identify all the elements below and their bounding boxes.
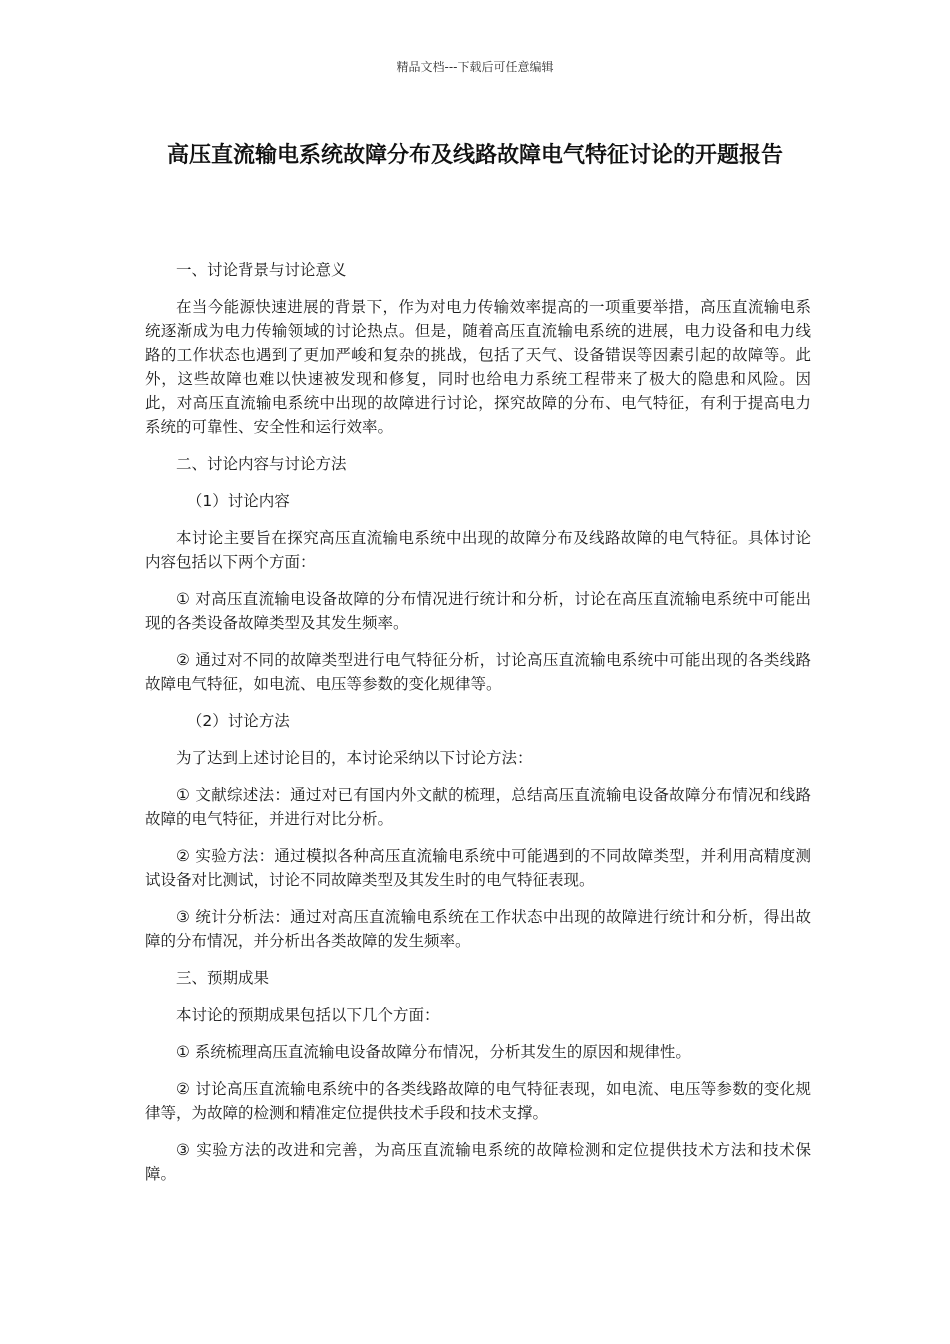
- document-body: [145, 258, 811, 1199]
- paragraph-content-intro: 本讨论主要旨在探究高压直流输电系统中出现的故障分布及线路故障的电气特征。具体讨论内容包括以下两个方面：: [145, 529, 811, 571]
- list-item-results-3: ③ 实验方法的改进和完善，为高压直流输电系统的故障检测和定位提供技术方法和技术保障。: [145, 1141, 811, 1183]
- paragraph-method-intro: 为了达到上述讨论目的，本讨论采纳以下讨论方法：: [176, 749, 533, 767]
- list-item-method-3: ③ 统计分析法：通过对高压直流输电系统在工作状态中出现的故障进行统计和分析，得出故障的分布情况，并分析出各类故障的发生频率。: [145, 908, 811, 950]
- section-heading-background: 一、讨论背景与讨论意义: [176, 261, 347, 279]
- list-item-results-2: ② 讨论高压直流输电系统中的各类线路故障的电气特征表现，如电流、电压等参数的变化规律等，为故障的检测和精准定位提供技术手段和技术支撑。: [145, 1080, 811, 1122]
- list-item-results-1: ① 系统梳理高压直流输电设备故障分布情况，分析其发生的原因和规律性。: [176, 1043, 691, 1061]
- header-note: 精品文档---下载后可任意编辑: [396, 60, 554, 74]
- list-item-content-1: ① 对高压直流输电设备故障的分布情况进行统计和分析，讨论在高压直流输电系统中可能出现的各类设备故障类型及其发生频率。: [145, 590, 811, 632]
- paragraph-results-intro: 本讨论的预期成果包括以下几个方面：: [176, 1006, 440, 1024]
- list-item-method-2: ② 实验方法：通过模拟各种高压直流输电系统中可能遇到的不同故障类型，并利用高精度测试设备对比测试，讨论不同故障类型及其发生时的电气特征表现。: [145, 847, 811, 889]
- document-title: 高压直流输电系统故障分布及线路故障电气特征讨论的开题报告: [166, 143, 783, 168]
- subheading-content: （1）讨论内容: [186, 492, 290, 510]
- list-item-method-1: ① 文献综述法：通过对已有国内外文献的梳理，总结高压直流输电设备故障分布情况和线路故障的电气特征，并进行对比分析。: [145, 786, 811, 828]
- paragraph-background: 在当今能源快速进展的背景下，作为对电力传输效率提高的一项重要举措，高压直流输电系统逐渐成为电力传输领域的讨论热点。但是，随着高压直流输电系统的进展，电力设备和电力线路的工作状态也遇到了更加严峻和复杂的挑战，包括了天气、设备错误等因素引起的故障等。此外，这些故障也难以快速被发现和修复，同时也给电力系统工程带来了极大的隐患和风险。因此，对高压直流输电系统中出现的故障进行讨论，探究故障的分布、电气特征，有利于提高电力系统的可靠性、安全性和运行效率。: [145, 298, 811, 436]
- section-heading-content-method: 二、讨论内容与讨论方法: [176, 455, 347, 473]
- list-item-content-2: ② 通过对不同的故障类型进行电气特征分析，讨论高压直流输电系统中可能出现的各类线路故障电气特征，如电流、电压等参数的变化规律等。: [145, 651, 811, 693]
- section-heading-results: 三、预期成果: [176, 969, 270, 987]
- subheading-method: （2）讨论方法: [186, 712, 290, 730]
